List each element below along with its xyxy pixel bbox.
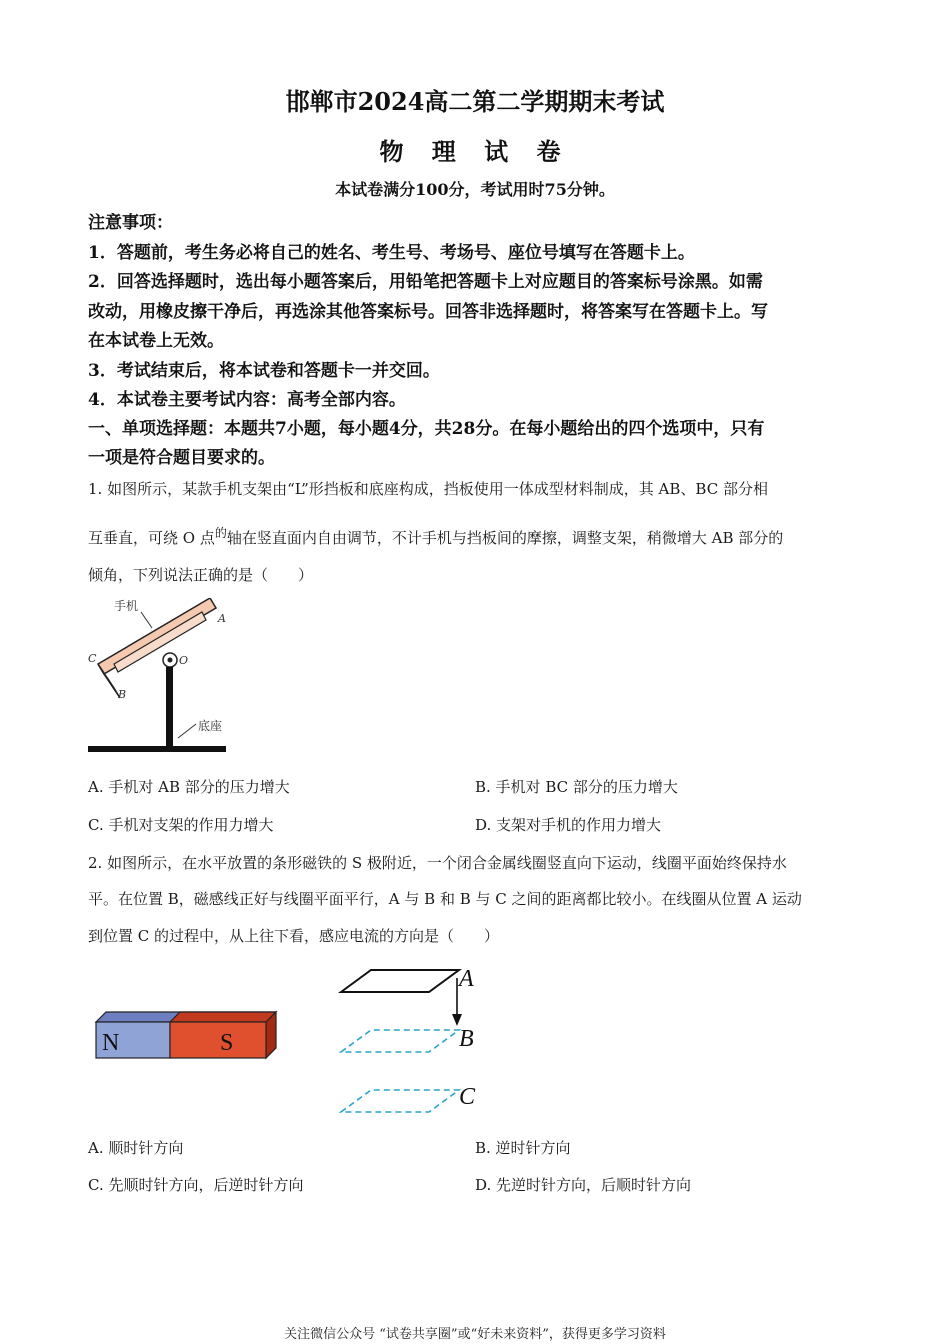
q2-stem-line2: 平。在位置 B，磁感线正好与线圈平面平行，A 与 B 和 B 与 C 之间的距离都比较小。在线圈从位置 A 运动 <box>88 890 802 908</box>
q2-option-c[interactable]: C. 先顺时针方向，后逆时针方向 <box>88 1176 304 1194</box>
q1-option-c[interactable]: C. 手机对支架的作用力增大 <box>88 816 274 834</box>
q1-stem-line3: 倾角，下列说法正确的是（ ） <box>88 566 314 584</box>
q1-stem-line1: 1. 如图所示，某款手机支架由“L”形挡板和底座构成，挡板使用一体成型材料制成，其 AB、BC 部分相 <box>88 480 768 498</box>
q2-option-a[interactable]: A. 顺时针方向 <box>88 1139 184 1157</box>
pivot-o-inner <box>168 658 173 663</box>
stand-base <box>88 746 226 752</box>
label-c: C <box>88 652 97 665</box>
notice-item-2: 2．回答选择题时，选出每小题答案后，用铅笔把答题卡上对应题目的答案标号涂黑。如需 <box>88 272 763 292</box>
q1-stem-line2b: 轴在竖直面内自由调节，不计手机与挡板间的摩擦，调整支架，稍微增大 AB 部分的 <box>226 529 784 547</box>
base-leader <box>178 724 196 738</box>
q1-phone-stand-figure <box>86 598 236 758</box>
stand-pole <box>166 667 173 747</box>
notice-item-3: 3．考试结束后，将本试卷和答题卡一并交回。 <box>88 361 440 381</box>
pos-a-label: A <box>459 966 474 992</box>
q2-bar-magnet-figure <box>92 1010 282 1062</box>
label-o: O <box>179 654 189 667</box>
exam-info: 本试卷满分100分，考试用时75分钟。 <box>335 180 615 199</box>
coil-position-b <box>341 1030 459 1052</box>
notice-item-2-end: 在本试卷上无效。 <box>88 331 224 351</box>
q1-stem-sup: 的 <box>214 526 227 540</box>
magnet-top-s <box>170 1012 276 1022</box>
magnet-n-label: N <box>102 1030 120 1056</box>
label-phone: 手机 <box>114 599 139 613</box>
exam-title: 邯郸市2024高二第二学期期末考试 <box>285 87 665 116</box>
q1-option-b[interactable]: B. 手机对 BC 部分的压力增大 <box>475 778 678 796</box>
notice-heading: 注意事项： <box>88 213 173 233</box>
q2-stem-line3: 到位置 C 的过程中，从上往下看，感应电流的方向是（ ） <box>88 927 500 945</box>
q2-coil-positions-figure <box>335 962 485 1122</box>
label-b: B <box>118 688 127 701</box>
motion-arrow-head <box>452 1014 462 1026</box>
q2-option-b[interactable]: B. 逆时针方向 <box>475 1139 571 1157</box>
footer-note: 关注微信公众号 “试卷共享圈”或“好未来资料”，获得更多学习资料 <box>284 1327 666 1342</box>
q1-option-d[interactable]: D. 支架对手机的作用力增大 <box>475 816 662 834</box>
magnet-front-s <box>170 1022 266 1058</box>
q2-stem-line1: 2. 如图所示，在水平放置的条形磁铁的 S 极附近，一个闭合金属线圈竖直向下运动，线圈平面始终保持水 <box>88 854 787 872</box>
notice-item-4: 4．本试卷主要考试内容：高考全部内容。 <box>88 390 406 410</box>
magnet-s-label: S <box>220 1030 234 1056</box>
label-base: 底座 <box>198 719 223 733</box>
q1-stem-line2a: 互垂直，可绕 O 点 <box>88 529 215 547</box>
pos-c-label: C <box>459 1084 476 1110</box>
exam-subtitle: 物 理 试 卷 <box>379 137 571 166</box>
pos-b-label: B <box>459 1026 474 1052</box>
phone-shape <box>114 612 206 672</box>
section-heading-line1: 一、单项选择题：本题共7小题，每小题4分，共28分。在每小题给出的四个选项中，只有 <box>88 419 765 439</box>
phone-leader <box>141 612 152 628</box>
section-heading-line2: 一项是符合题目要求的。 <box>88 448 275 468</box>
coil-position-a <box>341 970 459 992</box>
q2-option-d[interactable]: D. 先逆时针方向，后顺时针方向 <box>475 1176 692 1194</box>
notice-item-1: 1．答题前，考生务必将自己的姓名、考生号、考场号、座位号填写在答题卡上。 <box>88 243 695 263</box>
q1-option-a[interactable]: A. 手机对 AB 部分的压力增大 <box>88 778 290 796</box>
q1-stem-line2 <box>88 524 783 548</box>
coil-position-c <box>341 1090 459 1112</box>
label-a: A <box>218 612 226 625</box>
notice-item-2-cont: 改动，用橡皮擦干净后，再选涂其他答案标号。回答非选择题时，将答案写在答题卡上。写 <box>88 302 768 322</box>
